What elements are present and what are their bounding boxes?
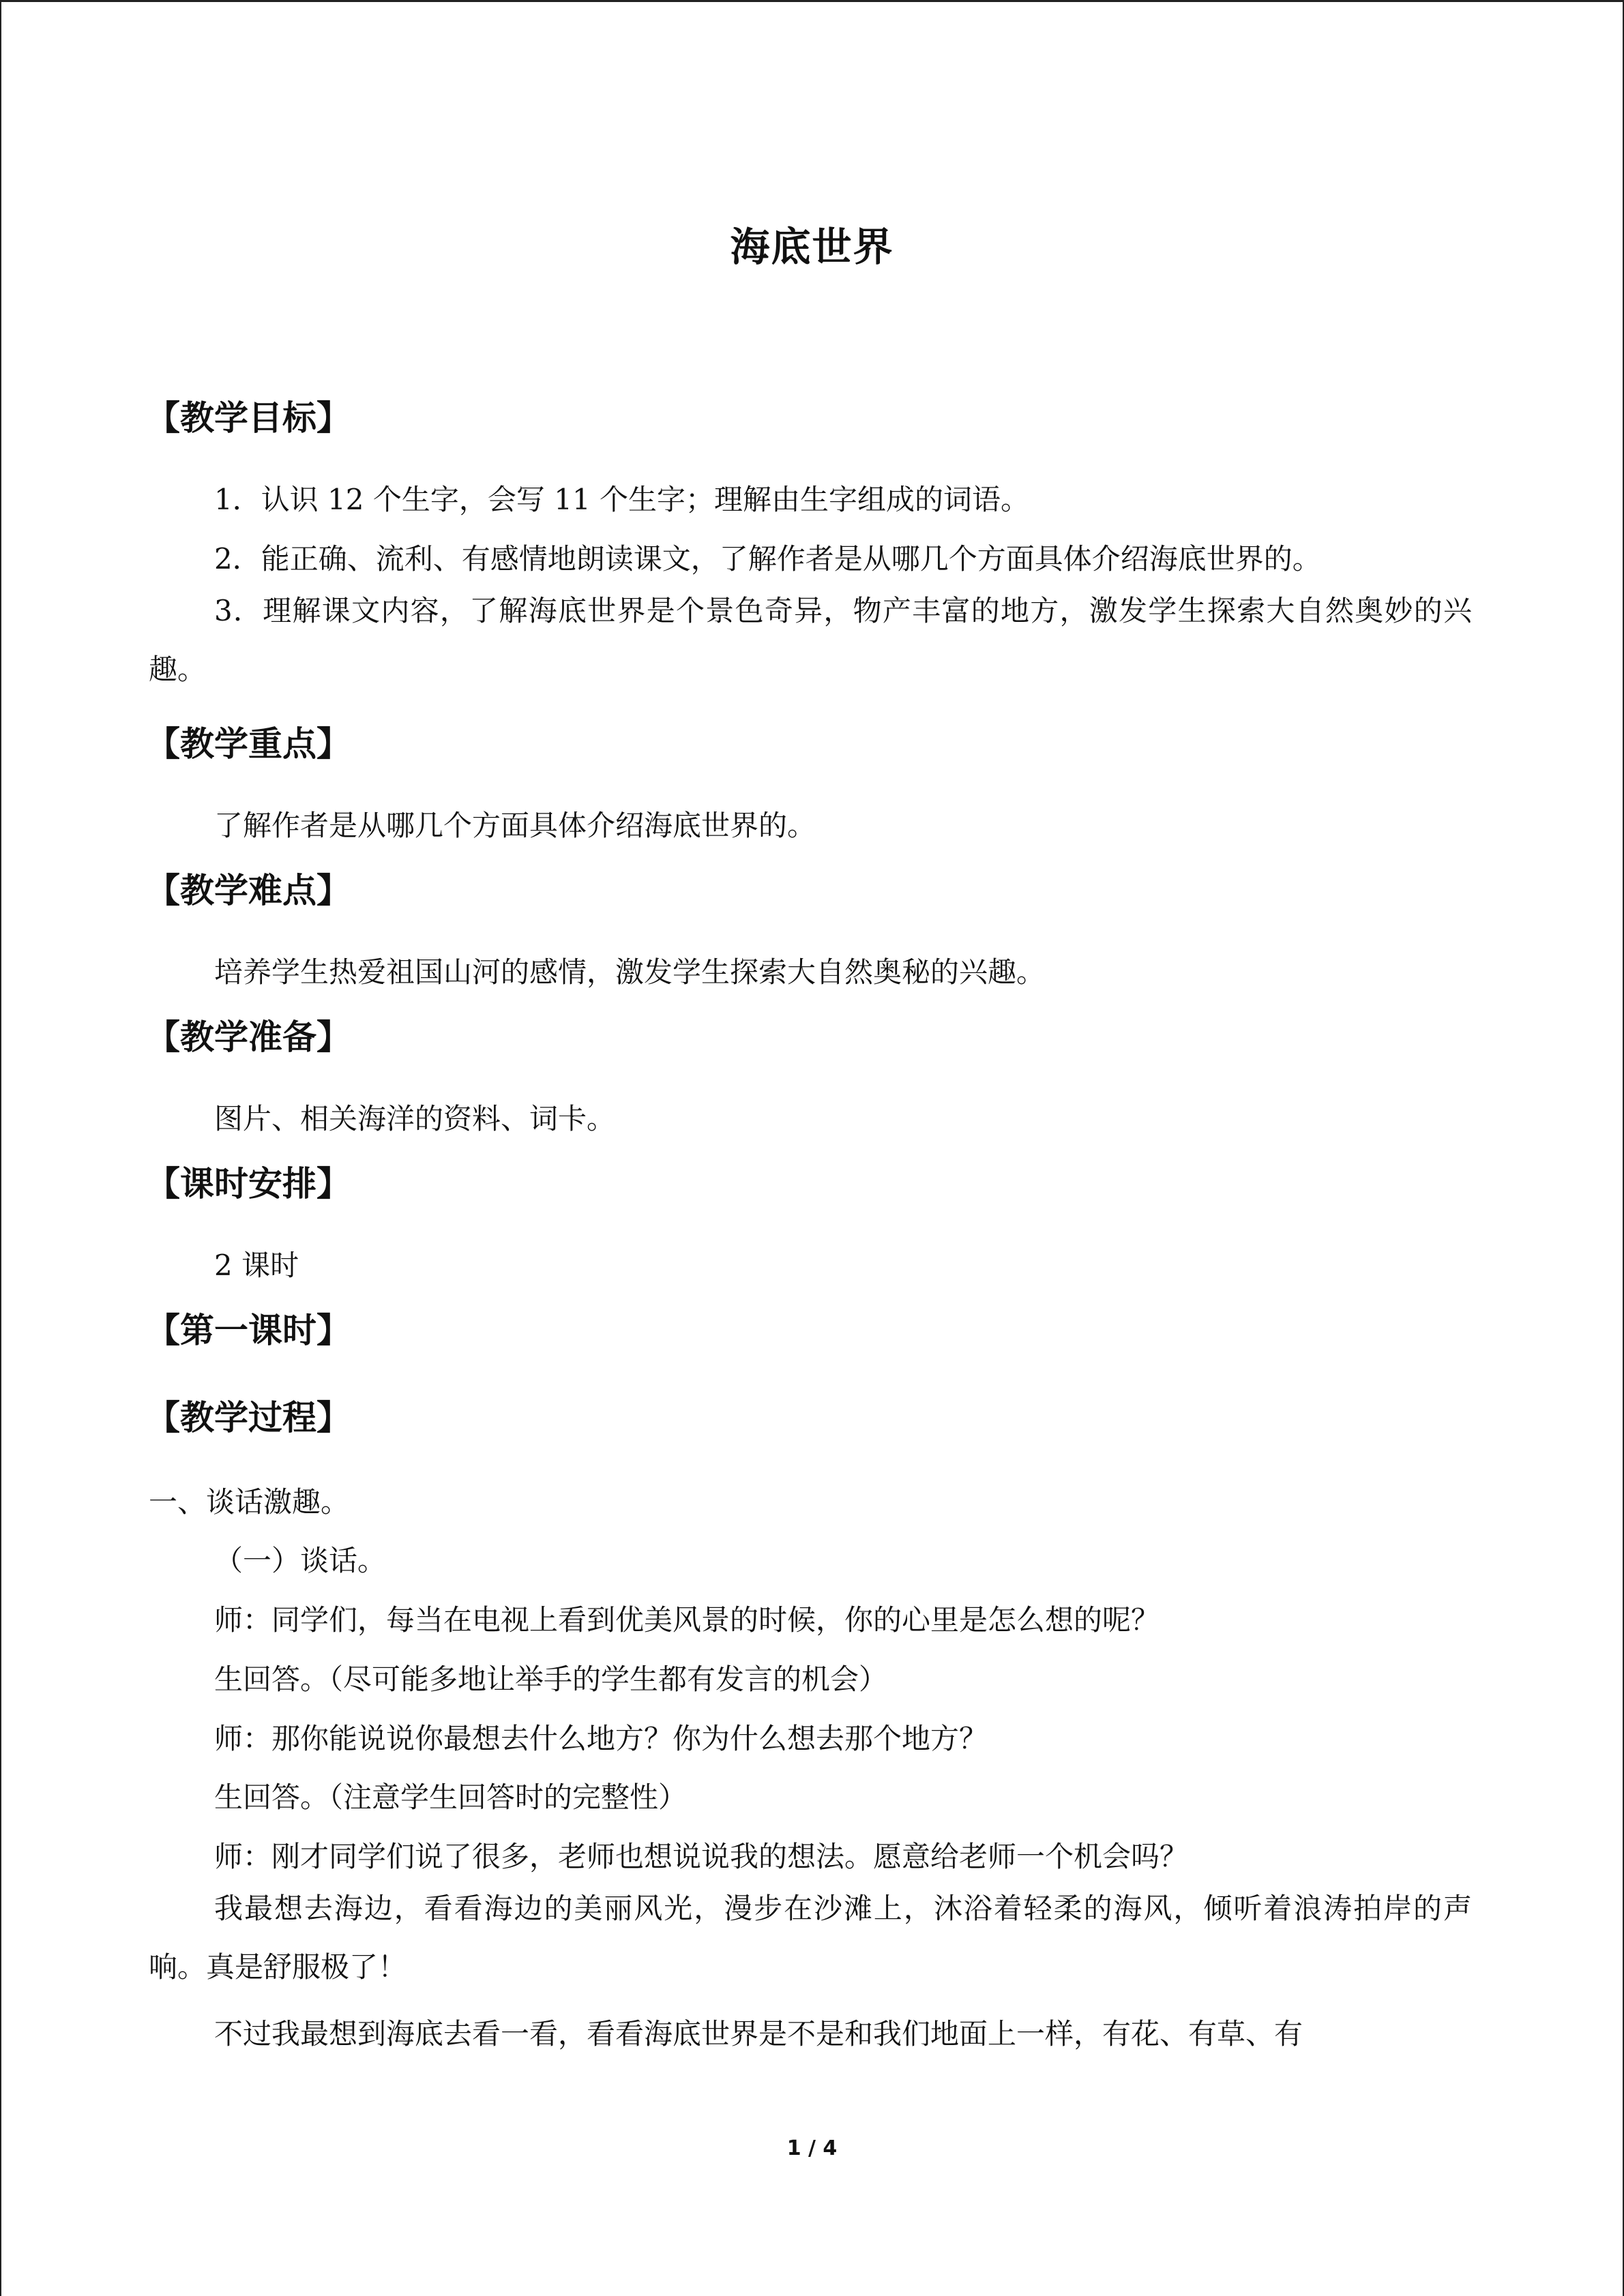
process-paragraph-1: 我最想去海边，看看海边的美丽风光，漫步在沙滩上，沐浴着轻柔的海风，倾听着浪涛拍岸的声响。真是舒服极了！ bbox=[149, 1892, 1472, 1984]
dialogue-line-3: 师：那你能说说你最想去什么地方？你为什么想去那个地方？ bbox=[214, 1722, 988, 1755]
dialogue-line-1: 师：同学们，每当在电视上看到优美风景的时候，你的心里是怎么想的呢？ bbox=[214, 1603, 1160, 1637]
dialogue-line-4: 生回答。（注意学生回答时的完整性） bbox=[214, 1780, 688, 1814]
objective-item-1: 1．认识 12 个生字，会写 11 个生字；理解由生字组成的词语。 bbox=[214, 483, 1030, 516]
heading-objectives: 【教学目标】 bbox=[146, 398, 351, 438]
preparation-text: 图片、相关海洋的资料、词卡。 bbox=[214, 1102, 616, 1135]
heading-difficulties: 【教学难点】 bbox=[146, 871, 351, 910]
heading-key-points: 【教学重点】 bbox=[146, 724, 351, 764]
page-number: 1 / 4 bbox=[786, 2136, 838, 2160]
process-step-1-title: 一、谈话激趣。 bbox=[149, 1485, 350, 1519]
process-paragraph-2: 不过我最想到海底去看一看，看看海底世界是不是和我们地面上一样，有花、有草、有 bbox=[214, 2017, 1303, 2051]
heading-schedule: 【课时安排】 bbox=[146, 1164, 351, 1204]
schedule-text: 2 课时 bbox=[214, 1249, 299, 1282]
objective-item-3: 3．理解课文内容，了解海底世界是个景色奇异，物产丰富的地方，激发学生探索大自然奥妙的兴趣。 bbox=[149, 594, 1472, 686]
objective-item-2: 2．能正确、流利、有感情地朗读课文，了解作者是从哪几个方面具体介绍海底世界的。 bbox=[214, 542, 1321, 576]
heading-first-lesson: 【第一课时】 bbox=[146, 1311, 351, 1350]
process-step-1-sub: （一）谈话。 bbox=[214, 1544, 387, 1577]
heading-preparation: 【教学准备】 bbox=[146, 1017, 351, 1057]
document-title: 海底世界 bbox=[730, 224, 894, 270]
dialogue-line-2: 生回答。（尽可能多地让举手的学生都有发言的机会） bbox=[214, 1663, 888, 1696]
heading-process: 【教学过程】 bbox=[146, 1398, 351, 1437]
key-points-text: 了解作者是从哪几个方面具体介绍海底世界的。 bbox=[214, 809, 816, 842]
dialogue-line-5: 师：刚才同学们说了很多，老师也想说说我的想法。愿意给老师一个机会吗？ bbox=[214, 1840, 1189, 1873]
difficulties-text: 培养学生热爱祖国山河的感情，激发学生探索大自然奥秘的兴趣。 bbox=[214, 955, 1046, 989]
